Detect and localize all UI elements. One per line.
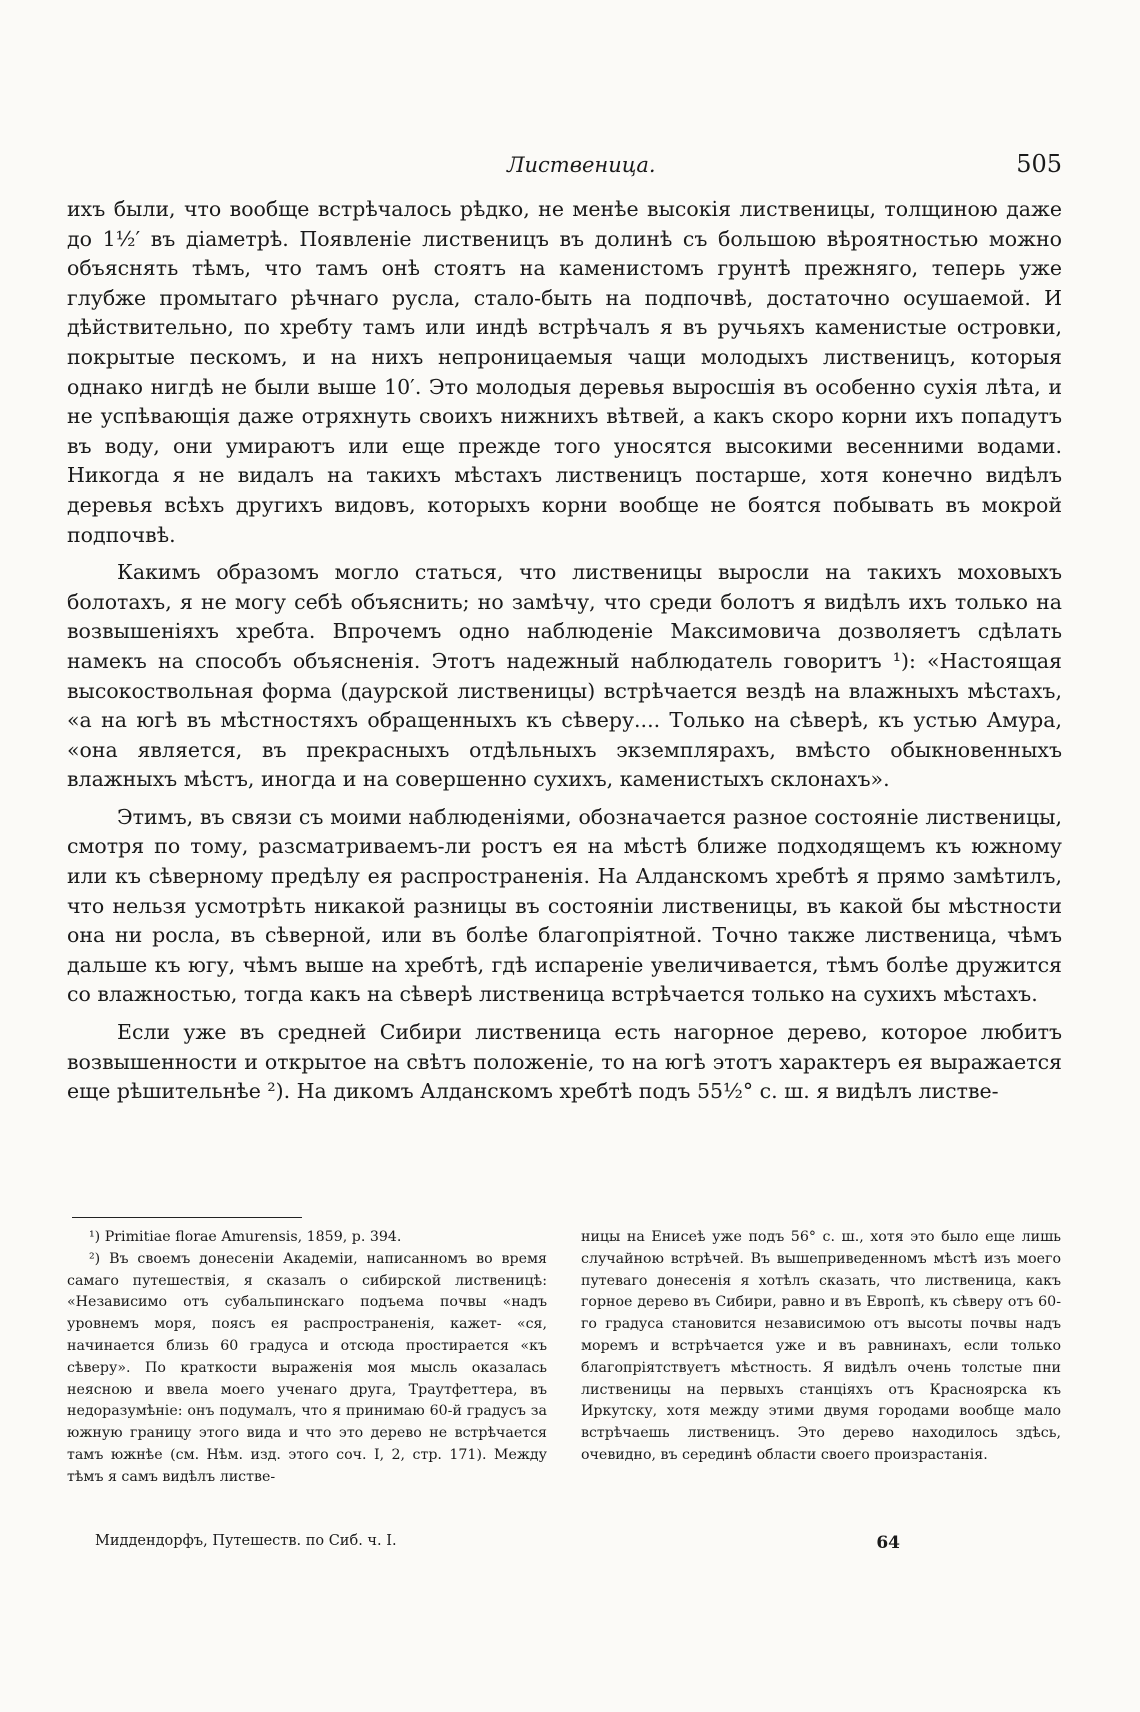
footnote-divider (72, 1217, 302, 1218)
signature-line (95, 1533, 1035, 1553)
paragraph: Этимъ, въ связи съ моими наблюденіями, обозначается разное состояніе лиственицы, смотря по тому, разсматриваемъ-ли ростъ ея на мѣстѣ ближе подходящемъ къ южному или къ сѣверному предѣлу ея распространенія. На Алданскомъ хребтѣ я прямо замѣтилъ, что нельзя усмотрѣть никакой разницы въ состояніи лиственицы, въ какой бы мѣстности она ни росла, въ сѣверной, или въ болѣе благопріятной. Точно также лиственица, чѣмъ дальше къ югу, чѣмъ выше на хребтѣ, гдѣ испареніе увеличивается, тѣмъ болѣе дружится со влажностью, тогда какъ на сѣверѣ лиственица встрѣчается только на сухихъ мѣстахъ. (67, 804, 1062, 1007)
paragraph: Если уже въ средней Сибири лиственица есть нагорное дерево, которое любитъ возвышенности и открытое на свѣтъ положеніе, то на югѣ этотъ характеръ ея выражается еще рѣшительнѣе ²). На дикомъ Алданскомъ хребтѣ подъ 55½° с. ш. я видѣлъ листве- (67, 1020, 1062, 1104)
footnotes (67, 1227, 1062, 1489)
signature-text: Миддендорфъ, Путешеств. по Сиб. ч. I. (95, 1533, 397, 1549)
footnote-column-right (581, 1227, 1061, 1489)
page-number: 505 (1016, 150, 1062, 178)
sheet-number: 64 (876, 1533, 900, 1553)
footnote: ¹) Primitiae florae Amurensis, 1859, p. 394. (89, 1229, 402, 1245)
paragraph: ихъ были, что вообще встрѣчалось рѣдко, не менѣе высокія лиственицы, толщиною даже до 1½′ въ діаметрѣ. Появленіе лиственицъ въ долинѣ съ большою вѣроятностью можно объяснять тѣмъ, что тамъ онѣ стоятъ на каменистомъ грунтѣ прежняго, теперь уже глубже промытаго рѣчнаго русла, стало-быть на подпочвѣ, достаточно осушаемой. И дѣйствительно, по хребту тамъ или индѣ встрѣчалъ я въ ручьяхъ каменистые островки, покрытые пескомъ, и на нихъ непроницаемыя чащи молодыхъ лиственицъ, которыя однако нигдѣ не были выше 10′. Это молодыя деревья выросшія въ особенно сухія лѣта, и не успѣвающія даже отряхнуть своихъ нижнихъ вѣтвей, а какъ скоро корни ихъ попадутъ въ воду, они умираютъ или еще прежде того уносятся высокими весенними водами. Никогда я не видалъ на такихъ мѣстахъ лиственицъ постарше, хотя конечно видѣлъ деревья всѣхъ другихъ видовъ, которыхъ корни вообще не боятся побывать въ мокрой подпочвѣ. (67, 197, 1062, 547)
footnote-column-left (67, 1227, 547, 1489)
body-text (67, 195, 1062, 1107)
running-title: Лиственица. (507, 153, 656, 177)
paragraph: Какимъ образомъ могло статься, что лиственицы выросли на такихъ моховыхъ болотахъ, я не могу себѣ объяснить; но замѣчу, что среди болотъ я видѣлъ ихъ только на возвышеніяхъ хребта. Впрочемъ одно наблюденіе Максимовича дозволяетъ сдѣлать намекъ на способъ объясненія. Этотъ надежный наблюдатель говоритъ ¹): «Настоящая высокоствольная форма (даурской лиственицы) встрѣчается вездѣ на влажныхъ мѣстахъ, «а на югѣ въ мѣстностяхъ обращенныхъ къ сѣверу.... Только на сѣверѣ, къ устью Амура, «она является, въ прекрасныхъ отдѣльныхъ экземплярахъ, вмѣсто обыкновенныхъ влажныхъ мѣстъ, иногда и на совершенно сухихъ, каменистыхъ склонахъ». (67, 560, 1062, 792)
footnote-continuation: ницы на Енисеѣ уже подъ 56° с. ш., хотя это было еще лишь случайною встрѣчей. Въ вышеприведенномъ мѣстѣ изъ моего путеваго донесенія я хотѣлъ сказать, что лиственица, какъ горное дерево въ Сибири, равно и въ Европѣ, къ сѣверу отъ 60-го градуса становится независимою отъ высоты почвы надъ моремъ и встрѣчается уже и въ равнинахъ, если только благопріятствуетъ мѣстность. Я видѣлъ очень толстые пни лиственицы на первыхъ станціяхъ отъ Красноярска къ Иркутску, хотя между этими двумя городами вообще мало встрѣчаешь лиственицъ. Это дерево находилось здѣсь, очевидно, въ серединѣ области своего произрастанія. (581, 1229, 1061, 1463)
page-header (67, 150, 1062, 178)
footnote: ²) Въ своемъ донесеніи Академіи, написанномъ во время самаго путешествія, я сказалъ о сибирской лиственицѣ: «Независимо отъ субальпинскаго подъема почвы «надъ уровнемъ моря, поясъ ея распространенія, кажет- «ся, начинается близь 60 градуса и отсюда простирается «къ сѣверу». По краткости выраженія моя мысль оказалась неясною и ввела моего ученаго друга, Траутфеттера, въ недоразумѣніе: онъ подумалъ, что я принимаю 60-й градусъ за южную границу этого вида и что это дерево не встрѣчается тамъ южнѣе (см. Нѣм. изд. этого соч. I, 2, стр. 171). Между тѣмъ я самъ видѣлъ листве- (67, 1250, 547, 1485)
